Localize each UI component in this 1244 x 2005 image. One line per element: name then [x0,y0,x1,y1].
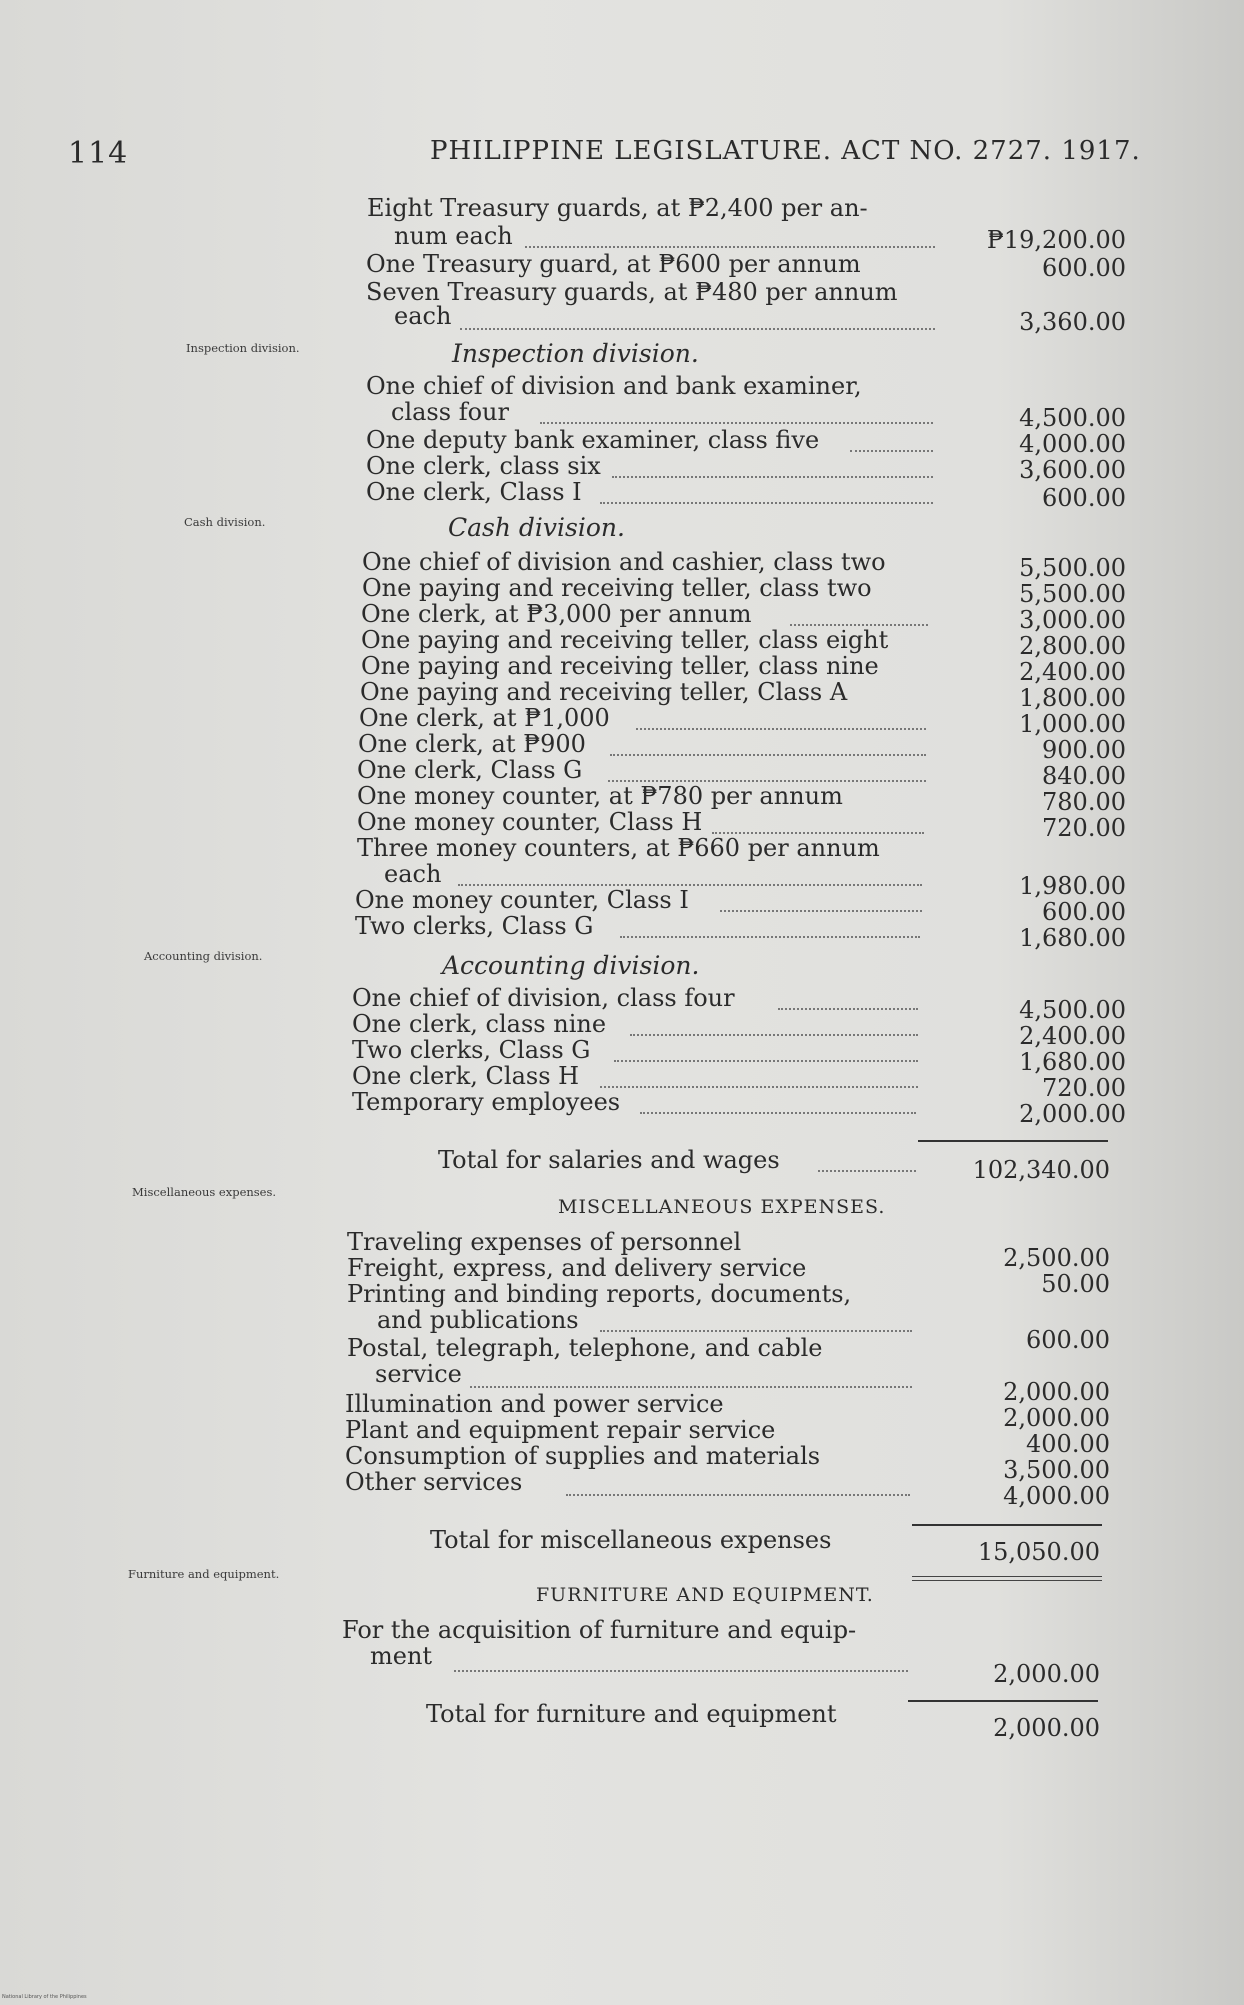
furniture-line-1: For the acquisition of furniture and equip- [342,1616,857,1644]
misc-row-3a: Printing and binding reports, documents, [347,1280,852,1308]
leader-dots [525,244,935,248]
inspection-line-4: One clerk, class six [366,452,601,480]
inspection-heading: Inspection division. [452,339,699,368]
cash-amount: 2,800.00 [1019,632,1126,660]
misc-amount-6: 400.00 [1026,1430,1110,1458]
misc-row-7: Consumption of supplies and materials [345,1442,821,1470]
inspection-line-2: class four [391,398,509,426]
running-head: PHILIPPINE LEGISLATURE. ACT NO. 2727. 1917. [430,136,1141,166]
cash-amount: 2,400.00 [1019,658,1126,686]
inspection-amount-3: 3,600.00 [1019,456,1126,484]
cash-amount: 5,500.00 [1019,554,1126,582]
cash-amount: 5,500.00 [1019,580,1126,608]
misc-total-amount: 15,050.00 [977,1538,1100,1566]
cash-row: One paying and receiving teller, Class A [360,678,848,706]
page-number: 114 [68,136,129,171]
misc-amount-5: 2,000.00 [1003,1404,1110,1432]
leader-dots [540,420,933,424]
misc-row-3b: and publications [377,1306,579,1334]
misc-row-8: Other services [345,1468,523,1496]
accounting-row: One clerk, class nine [352,1010,607,1038]
cash-row: One paying and receiving teller, class eight [361,626,889,654]
cash-heading: Cash division. [448,513,625,542]
misc-heading: MISCELLANEOUS EXPENSES. [558,1196,886,1218]
leader-dots [610,752,926,756]
misc-amount-8: 4,000.00 [1003,1482,1110,1510]
treasury-line-3: One Treasury guard, at ₱600 per annum [366,250,861,278]
furniture-heading: FURNITURE AND EQUIPMENT. [536,1584,874,1606]
cash-three-counters-line-2: each [384,860,442,888]
misc-row-4a: Postal, telegraph, telephone, and cable [347,1334,823,1362]
margin-note-inspection: Inspection division. [186,341,300,355]
inspection-amount-2: 4,000.00 [1019,430,1126,458]
furniture-total-label: Total for furniture and equipment [426,1700,837,1728]
cash-amount: 720.00 [1042,814,1126,842]
total-rule [912,1524,1102,1526]
furniture-total-amount: 2,000.00 [993,1714,1100,1742]
cash-amount-14: 1,680.00 [1019,924,1126,952]
cash-row-14: Two clerks, Class G [355,912,594,940]
treasury-amount-2: 600.00 [1042,254,1126,282]
treasury-amount-1: ₱19,200.00 [986,226,1126,254]
cash-amount: 900.00 [1042,736,1126,764]
cash-amount: 1,000.00 [1019,710,1126,738]
cash-row: One clerk, at ₱900 [358,730,586,758]
cash-row: One chief of division and cashier, class two [362,548,886,576]
page-header [0,136,1244,176]
cash-three-counters-amount: 1,980.00 [1019,872,1126,900]
accounting-row: One clerk, Class H [352,1062,580,1090]
leader-dots [720,908,922,912]
cash-amount: 840.00 [1042,762,1126,790]
accounting-heading: Accounting division. [442,951,700,980]
accounting-row: Temporary employees [352,1088,621,1116]
inspection-line-1: One chief of division and bank examiner, [366,372,862,400]
furniture-amount: 2,000.00 [993,1660,1100,1688]
cash-amount: 780.00 [1042,788,1126,816]
inspection-amount-4: 600.00 [1042,484,1126,512]
total-rule [908,1700,1098,1702]
cash-row: One paying and receiving teller, class nine [361,652,879,680]
misc-row-2: Freight, express, and delivery service [347,1254,807,1282]
cash-row: One clerk, at ₱1,000 [359,704,610,732]
accounting-row: One chief of division, class four [352,984,735,1012]
salaries-total-label: Total for salaries and wages [438,1146,780,1174]
leader-dots [614,1058,918,1062]
misc-amount-4: 2,000.00 [1003,1378,1110,1406]
cash-row: One clerk, at ₱3,000 per annum [361,600,752,628]
leader-dots [636,726,926,730]
leader-dots [600,1328,912,1332]
misc-amount-1: 2,500.00 [1003,1244,1110,1272]
cash-row: One money counter, at ₱780 per annum [357,782,843,810]
leader-dots [612,474,933,478]
accounting-amount: 2,400.00 [1019,1022,1126,1050]
misc-amount-2: 50.00 [1041,1270,1110,1298]
leader-dots [566,1492,910,1496]
cash-row: One clerk, Class G [357,756,583,784]
inspection-amount-1: 4,500.00 [1019,404,1126,432]
accounting-amount: 1,680.00 [1019,1048,1126,1076]
leader-dots [640,1110,916,1114]
misc-row-1: Traveling expenses of personnel [347,1228,742,1256]
accounting-amount: 720.00 [1042,1074,1126,1102]
furniture-line-2: ment [370,1642,433,1670]
accounting-row: Two clerks, Class G [352,1036,591,1064]
total-rule [918,1140,1108,1142]
leader-dots [630,1032,918,1036]
leader-dots [460,326,935,330]
margin-note-misc: Miscellaneous expenses. [132,1185,277,1199]
misc-amount-3: 600.00 [1026,1326,1110,1354]
margin-note-accounting: Accounting division. [144,949,263,963]
cash-row: One money counter, Class H [357,808,703,836]
misc-total-label: Total for miscellaneous expenses [430,1526,832,1554]
misc-row-6: Plant and equipment repair service [345,1416,776,1444]
accounting-amount: 4,500.00 [1019,996,1126,1024]
treasury-line-1: Eight Treasury guards, at ₱2,400 per an- [367,194,868,222]
scan-footer: National Library of the Philippines [2,1994,87,2000]
leader-dots [470,1384,912,1388]
margin-note-cash: Cash division. [184,515,266,529]
cash-amount-13: 600.00 [1042,898,1126,926]
accounting-amount: 2,000.00 [1019,1100,1126,1128]
double-rule [912,1576,1102,1581]
misc-row-5: Illumination and power service [345,1390,724,1418]
cash-amount: 3,000.00 [1019,606,1126,634]
treasury-line-4: Seven Treasury guards, at ₱480 per annum [366,278,898,306]
misc-amount-7: 3,500.00 [1003,1456,1110,1484]
leader-dots [600,500,933,504]
salaries-total-amount: 102,340.00 [972,1156,1110,1184]
cash-amount: 1,800.00 [1019,684,1126,712]
treasury-amount-3: 3,360.00 [1019,308,1126,336]
inspection-line-5: One clerk, Class I [366,478,582,506]
margin-note-furniture: Furniture and equipment. [128,1567,280,1581]
leader-dots [850,448,933,452]
leader-dots [818,1168,916,1172]
leader-dots [600,1084,918,1088]
inspection-line-3: One deputy bank examiner, class five [366,426,820,454]
leader-dots [778,1006,918,1010]
treasury-line-5: each [394,302,452,330]
leader-dots [620,934,920,938]
treasury-line-2: num each [394,222,513,250]
cash-row-13: One money counter, Class I [355,886,689,914]
misc-row-4b: service [375,1360,462,1388]
leader-dots [454,1668,908,1672]
cash-three-counters-line-1: Three money counters, at ₱660 per annum [357,834,880,862]
cash-row: One paying and receiving teller, class two [362,574,872,602]
